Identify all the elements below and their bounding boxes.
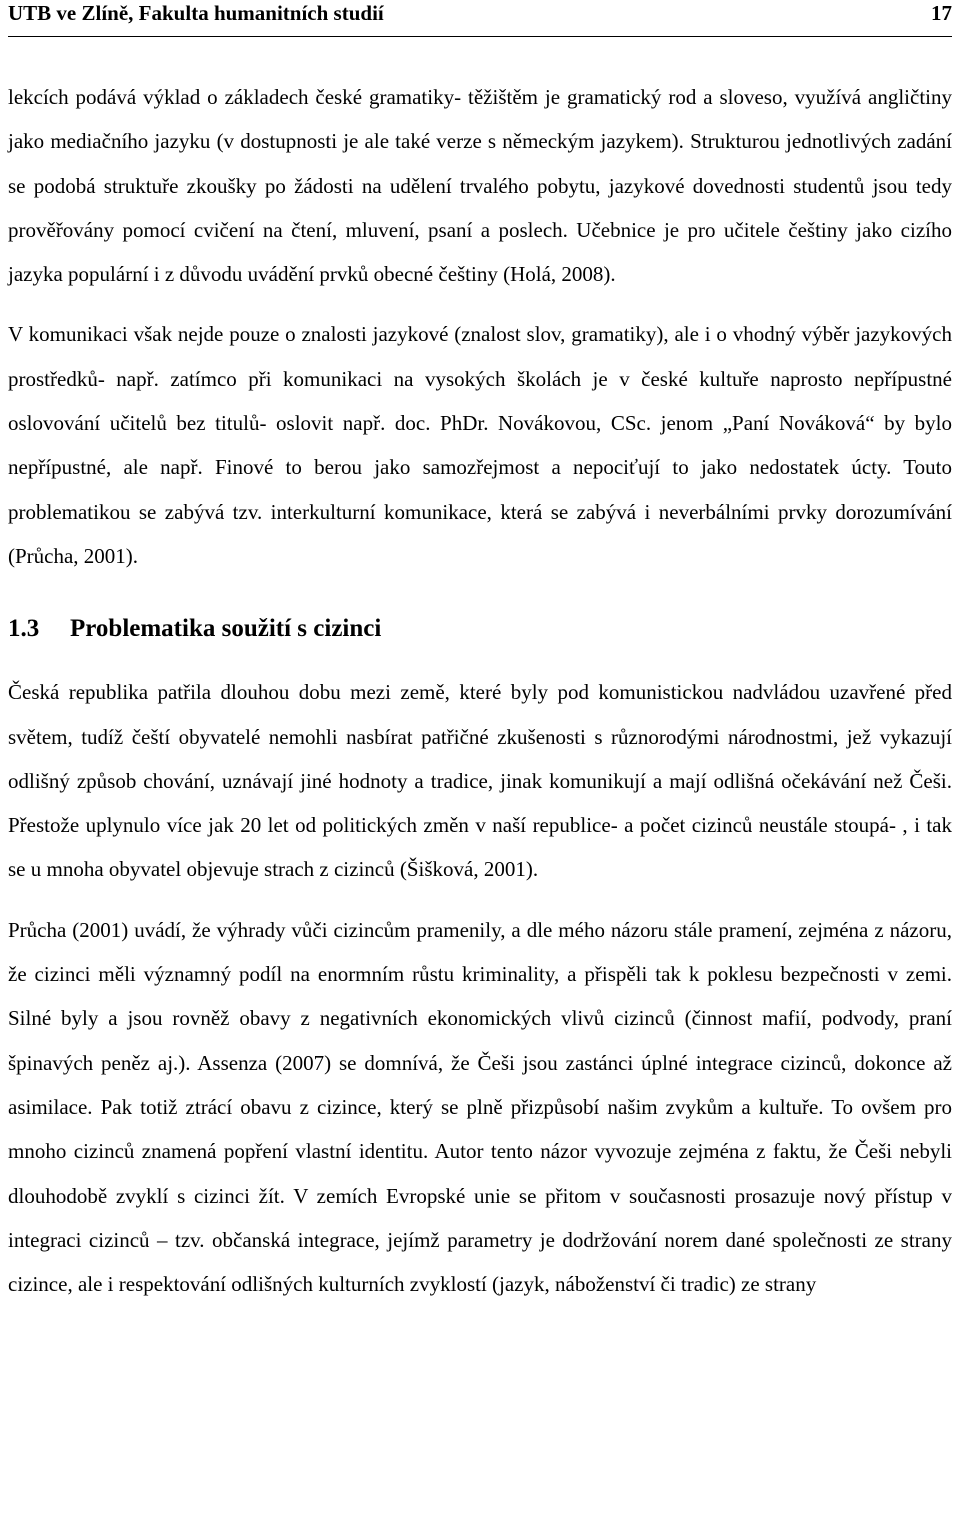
paragraph: Průcha (2001) uvádí, že výhrady vůči cizincům pramenily, a dle mého názoru stále pramení, zejména z názoru, že cizinci měli významný podíl na enormním růstu kriminality, a přispěli tak k poklesu bezpečnosti v zemi. Silné byly a jsou rovněž obavy z negativních ekonomických vlivů cizinců (činnost mafií, podvody, praní špinavých peněz aj.). Assenza (2007) se domnívá, že Češi jsou zastánci úplné integrace cizinců, dokonce až asimilace. Pak totiž ztrácí obavu z cizince, který se plně přizpůsobí našim zvykům a kultuře. To ovšem pro mnoho cizinců znamená popření vlastní identitu. Autor tento názor vyvozuje zejména z faktu, že Češi nebyli dlouhodobě zvyklí s cizinci žít. V zemích Evropské unie se přitom v současnosti prosazuje nový přístup v integraci cizinců – tzv. občanská integrace, jejímž parametry je dodržování norem dané společnosti ze strany cizince, ale i respektování odlišných kulturních zvyklostí (jazyk, náboženství či tradic) ze strany	[8, 917, 952, 1297]
paragraph: V komunikaci však nejde pouze o znalosti jazykové (znalost slov, gramatiky), ale i o vhodný výběr jazykových prostředků- např. zatímco při komunikaci na vysokých školách je v české kultuře naprosto nepřípustné oslovování učitelů bez titulů- oslovit např. doc. PhDr. Novákovou, CSc. jenom „Paní Nováková“ by bylo nepřípustné, ale např. Finové to berou jako samozřejmost a nepociťují to jako nedostatek úcty. Touto problematikou se zabývá tzv. interkulturní komunikace, která se zabývá i neverbálními prvky dorozumívání (Průcha, 2001).	[8, 322, 952, 568]
paragraph: Česká republika patřila dlouhou dobu mezi země, které byly pod komunistickou nadvládou uzavřené před světem, tudíž čeští obyvatelé nemohli nasbírat patřičné zkušenosti s různorodými národnostmi, jež vykazují odlišný způsob chování, uznávají jiné hodnoty a tradice, jinak komunikují a mají odlišná očekávání než Češi. Přestože uplynulo více jak 20 let od politických změn v naší republice- a počet cizinců neustále stoupá- , i tak se u mnoha obyvatel objevuje strach z cizinců (Šišková, 2001).	[8, 680, 952, 882]
page-number: 17	[931, 1, 952, 25]
paragraph: lekcích podává výklad o základech české gramatiky- těžištěm je gramatický rod a sloveso, využívá angličtiny jako mediačního jazyku (v dostupnosti je ale také verze s německým jazykem). Strukturou jednotlivých zadání se podobá struktuře zkoušky po žádosti na udělení trvalého pobytu, jazykové dovednosti studentů jsou tedy prověřovány pomocí cvičení na čtení, mluvení, psaní a poslech. Učebnice je pro učitele češtiny jako cizího jazyka populární i z důvodu uvádění prvků obecné češtiny (Holá, 2008).	[8, 85, 952, 287]
section-number: 1.3	[8, 615, 40, 643]
page-header	[8, 0, 952, 37]
document-body	[8, 75, 952, 1306]
header-title: UTB ve Zlíně, Fakulta humanitních studií	[8, 1, 384, 25]
section-title: Problematika soužití s cizinci	[70, 615, 382, 643]
section-heading	[8, 607, 952, 651]
